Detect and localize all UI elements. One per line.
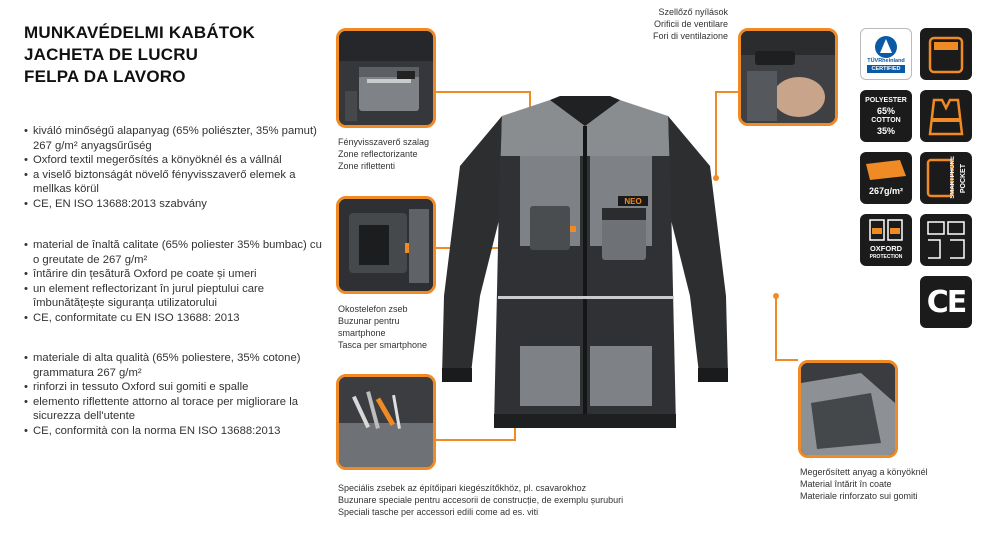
weight-badge — [860, 152, 912, 204]
callout-reflective — [338, 136, 429, 172]
title-it: FELPA DA LAVORO — [24, 67, 186, 86]
title-hu: MUNKAVÉDELMI KABÁTOK — [24, 23, 255, 42]
callout-line: Zone reflectorizante — [338, 149, 418, 159]
oxford-badge — [860, 214, 912, 266]
tuv-badge — [860, 28, 912, 80]
composition-line: POLYESTER — [865, 97, 907, 104]
callout-line: Zone riflettenti — [338, 161, 396, 171]
ce-label: CE — [926, 285, 966, 320]
weight-label: 267g/m² — [868, 186, 903, 196]
pocket-label: SMARTPHONE — [950, 156, 956, 199]
callout-line: Szellőző nyílások — [658, 7, 728, 17]
callout-line: Speciális zsebek az építőipari kiegészítőkhöz, pl. csavarokhoz — [338, 483, 587, 493]
spec-item: • Oxford textil megerősítés a könyöknél és a vállnál — [24, 153, 324, 168]
spec-item: • un element reflectorizant în jurul pieptului care îmbunătățește siguranța utilizatorului — [24, 282, 324, 311]
pocket-label: POCKET — [960, 164, 967, 194]
pockets-icon-badge — [920, 214, 972, 266]
spec-item: • elemento riflettente attorno al torace per migliorare la sicurezza dell'utente — [24, 395, 324, 424]
callout-vent — [600, 6, 728, 42]
callout-line: Megerősített anyag a könyöknél — [800, 467, 928, 477]
ce-badge — [920, 276, 972, 328]
spec-item: • kiváló minőségű alapanyag (65% poliészter, 35% pamut) 267 g/m² anyagsűrűség — [24, 124, 324, 153]
callout-line: Fori di ventilazione — [652, 31, 728, 41]
oxford-label: OXFORD — [869, 244, 903, 253]
jacket-icon-badge — [920, 28, 972, 80]
reflective-vest-badge — [920, 90, 972, 142]
oxford-sublabel: PROTECTION — [869, 254, 903, 260]
callout-line: Okostelefon zseb — [338, 304, 408, 314]
brand-label: NEO — [624, 197, 642, 206]
smartphone-pocket-photo — [336, 196, 436, 294]
callout-line: Material întărit în coate — [800, 479, 892, 489]
callout-smartphone — [338, 303, 427, 351]
callout-line: Buzunare speciale pentru accesorii de construcție, de exemplu șuruburi — [338, 495, 624, 505]
spec-item: • întărire din țesătură Oxford pe coate și umeri — [24, 267, 324, 282]
tool-pockets-photo — [336, 374, 436, 470]
tuv-label: TÜVRheinland — [867, 58, 905, 64]
callout-line: Buzunar pentru — [338, 316, 400, 326]
spec-item: • a viselő biztonságát növelő fényvisszaverő elemek a mellkas körül — [24, 168, 324, 197]
ventilation-photo — [738, 28, 838, 126]
spec-item: • CE, conformitate cu EN ISO 13688: 2013 — [24, 311, 324, 326]
spec-item: • CE, conformità con la norma EN ISO 13688:2013 — [24, 424, 324, 439]
callout-line: Fényvisszaverő szalag — [338, 137, 430, 147]
composition-line: COTTON — [871, 117, 901, 124]
callout-line: Orificii de ventilare — [653, 19, 728, 29]
callout-line: Materiale rinforzato sui gomiti — [800, 491, 918, 501]
title-ro: JACHETA DE LUCRU — [24, 45, 199, 64]
callout-tools — [338, 482, 623, 518]
composition-line: 35% — [876, 126, 895, 136]
spec-item: • material de înaltă calitate (65% poliester 35% bumbac) cu o greutate de 267 g/m² — [24, 238, 324, 267]
callout-line: Tasca per smartphone — [338, 340, 428, 350]
jacket-image — [440, 96, 730, 456]
reflective-tape-photo — [336, 28, 436, 128]
spec-item: • rinforzi in tessuto Oxford sui gomiti e spalle — [24, 380, 324, 395]
callout-line: Speciali tasche per accessori edili come ad es. viti — [338, 507, 539, 517]
callout-line: smartphone — [338, 328, 386, 338]
smartphone-pocket-badge — [920, 152, 972, 204]
elbow-reinforcement-photo — [798, 360, 898, 458]
spec-item: • CE, EN ISO 13688:2013 szabvány — [24, 197, 324, 212]
callout-elbow — [800, 466, 928, 502]
spec-item: • materiale di alta qualità (65% poliestere, 35% cotone) grammatura 267 g/m² — [24, 351, 324, 380]
composition-line: 65% — [876, 106, 895, 116]
tuv-certified: CERTIFIED — [871, 66, 901, 72]
composition-badge — [860, 90, 912, 142]
